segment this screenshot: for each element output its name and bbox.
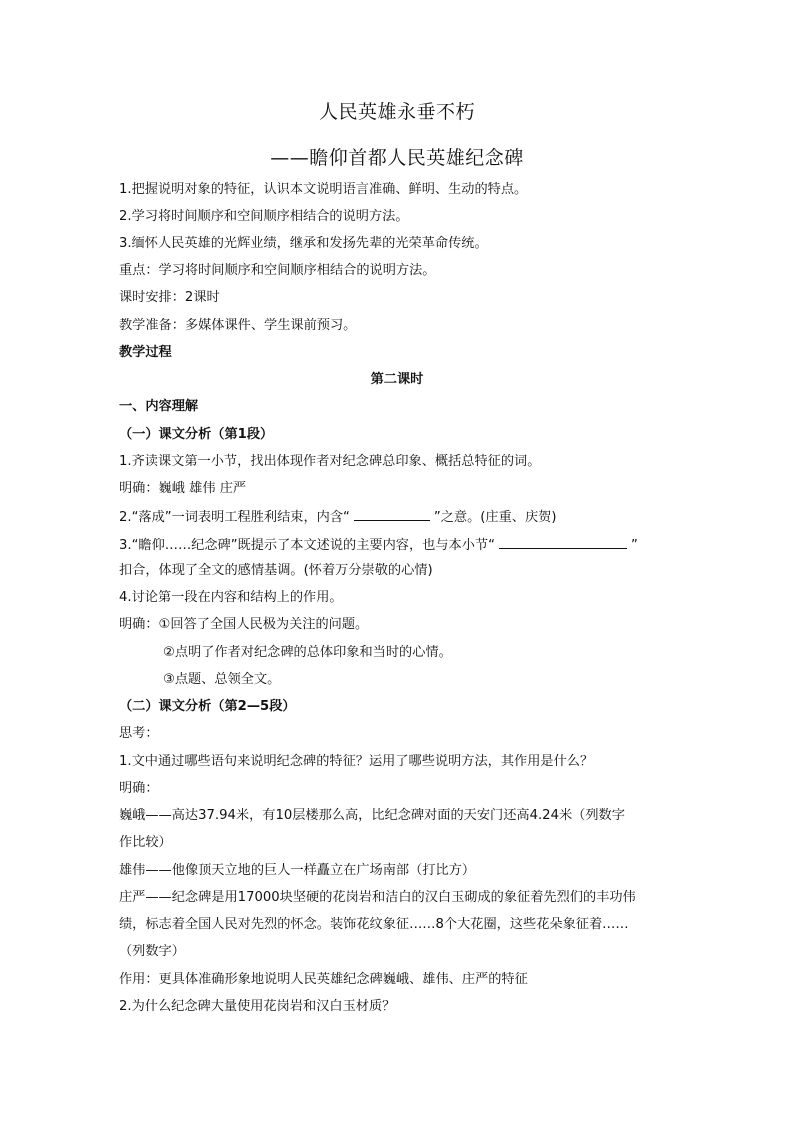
process-heading: 教学过程 [119,345,172,360]
question-2 [119,507,557,527]
schedule: 课时安排：2课时 [119,290,220,305]
key-point: 重点：学习将时间顺序和空间顺序相结合的说明方法。 [119,263,436,278]
question-5: 1.文中通过哪些语句来说明纪念碑的特征？运用了哪些说明方法，其作用是什么？ [119,754,594,769]
answer-5-2: 雄伟——他像顶天立地的巨人一样矗立在广场南部（打比方） [119,863,476,878]
question-6: 2.为什么纪念碑大量使用花岗岩和汉白玉材质？ [119,999,396,1014]
question-3-line-2: 扣合，体现了全文的感情基调。(怀着万分崇敬的心情) [119,563,433,578]
lesson-heading: 第二课时 [370,372,424,387]
question-1: 1.齐读课文第一小节，找出体现作者对纪念碑总印象、概括总特征的词。 [119,454,541,469]
answer-5-3-line-3: （列数字） [119,944,185,959]
document-subtitle: ——瞻仰首都人民英雄纪念碑 [270,147,524,169]
clarify-label: 明确： [119,781,159,796]
objective-1: 1.把握说明对象的特征，认识本文说明语言准确、鲜明、生动的特点。 [119,182,528,197]
answer-1: 明确：巍峨 雄伟 庄严 [119,481,247,496]
question-3-text-before: 3.“瞻仰……纪念碑”既提示了本文述说的主要内容，也与本小节“ [119,538,495,553]
answer-4-3: ③点题、总领全文。 [163,672,281,687]
answer-5-3-line-1: 庄严——纪念碑是用17000块坚硬的花岗岩和洁白的汉白玉砌成的象征着先烈们的丰功伟 [119,890,636,905]
objective-2: 2.学习将时间顺序和空间顺序相结合的说明方法。 [119,209,409,224]
question-2-text-after: ”之意。(庄重、庆贺) [433,510,557,525]
objective-3: 3.缅怀人民英雄的光辉业绩，继承和发扬先辈的光荣革命传统。 [119,236,488,251]
question-3 [119,535,638,555]
think-label: 思考： [119,726,159,741]
fill-blank-1 [354,507,430,521]
effect-statement: 作用：更具体准确形象地说明人民英雄纪念碑巍峨、雄伟、庄严的特征 [119,972,528,987]
answer-4-2: ②点明了作者对纪念碑的总体印象和当时的心情。 [163,645,452,660]
document-title: 人民英雄永垂不朽 [318,101,475,123]
answer-5-1-line-1: 巍峨——高达37.94米，有10层楼那么高，比纪念碑对面的天安门还高4.24米（列数字 [119,808,625,823]
section-heading-1: 一、内容理解 [119,399,199,414]
question-4: 4.讨论第一段在内容和结构上的作用。 [119,590,343,605]
part-heading-2: （二）课文分析（第2—5段） [119,699,296,714]
answer-5-3-line-2: 绩，标志着全国人民对先烈的怀念。装饰花纹象征……8个大花圈，这些花朵象征着…… [119,917,629,932]
fill-blank-2 [499,535,627,549]
question-3-text-after: ” [630,538,638,553]
part-heading-1: （一）课文分析（第1段） [119,427,274,442]
preparation: 教学准备：多媒体课件、学生课前预习。 [119,318,357,333]
answer-5-1-line-2: 作比较） [119,835,172,850]
answer-4-1: 明确：①回答了全国人民极为关注的问题。 [119,617,369,632]
question-2-text-before: 2.“落成”一词表明工程胜利结束，内含“ [119,510,350,525]
